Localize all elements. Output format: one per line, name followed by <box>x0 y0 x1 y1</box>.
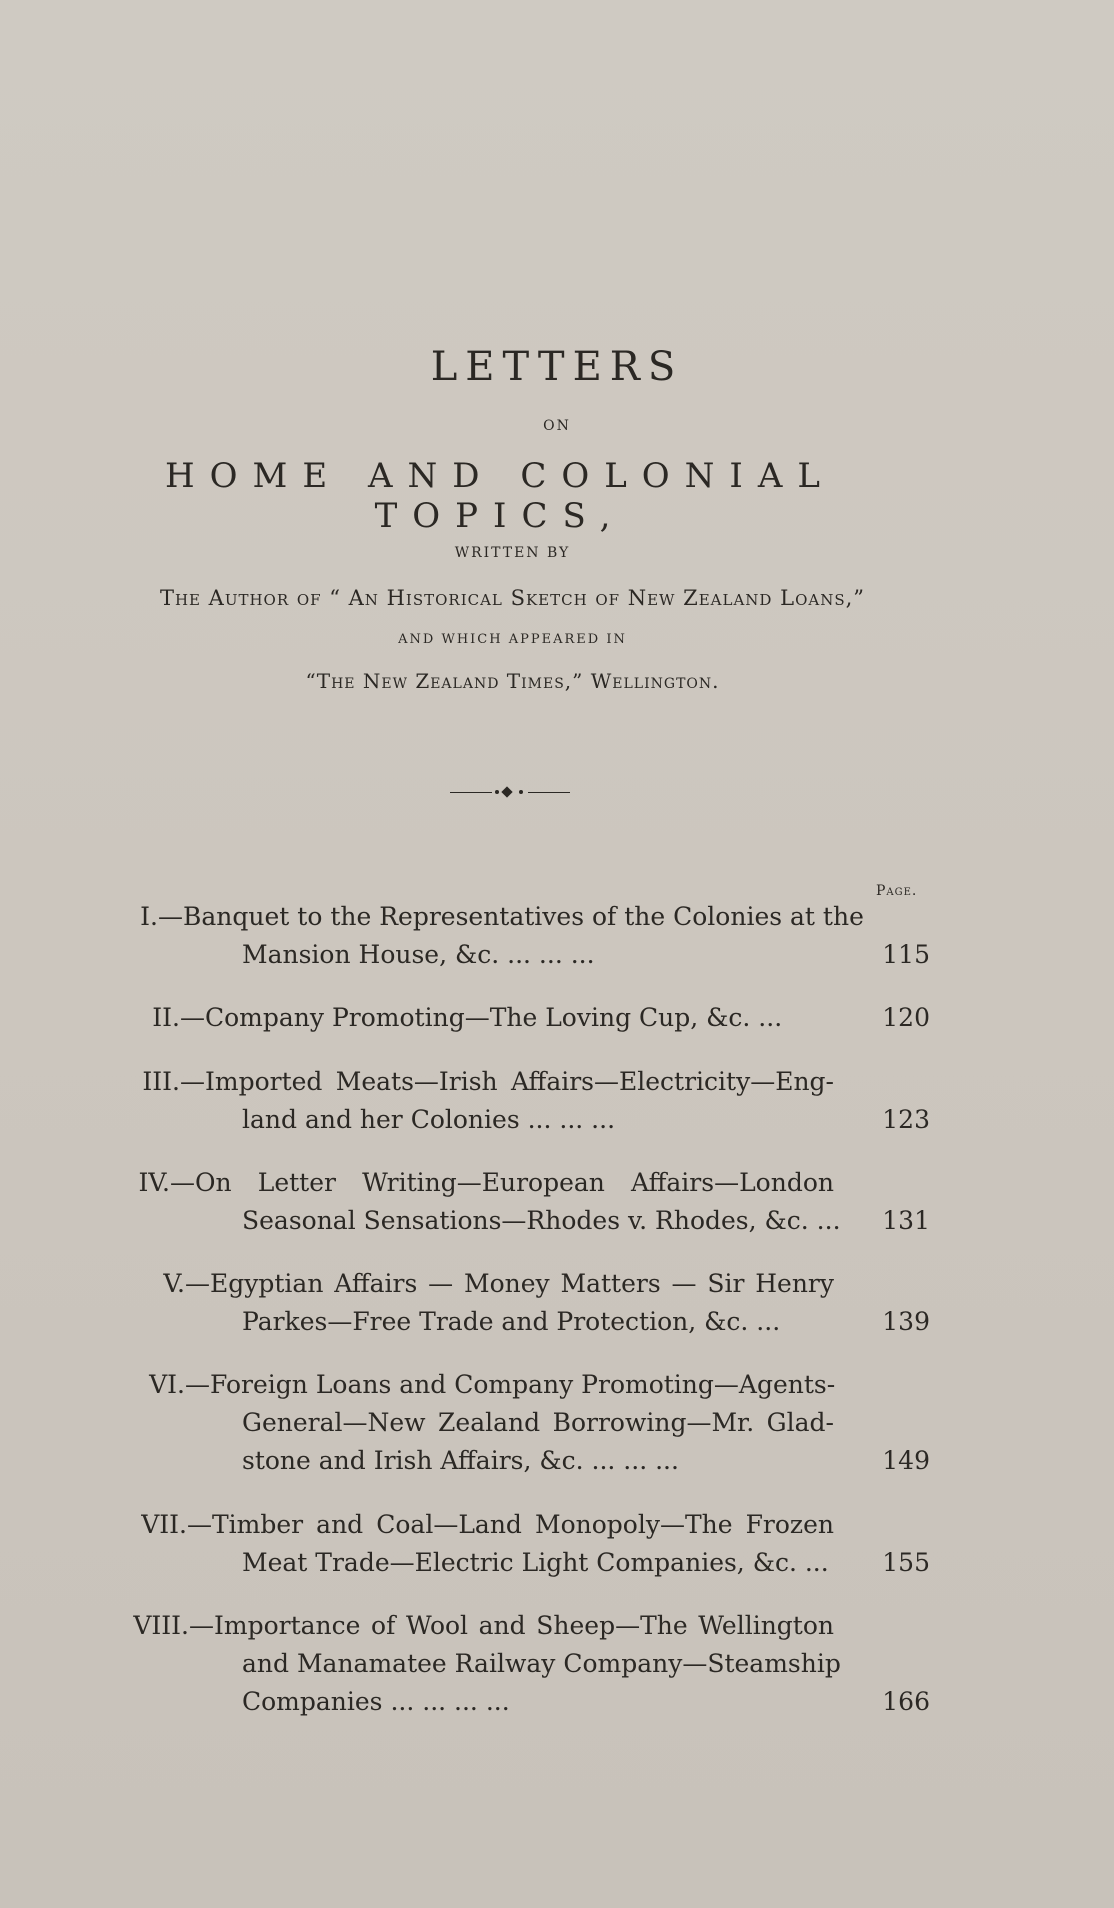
toc-line <box>100 1683 940 1721</box>
toc-text: Imported Meats—Irish Affairs—Electricity—Eng- <box>205 1067 834 1096</box>
toc-entry <box>100 999 940 1037</box>
toc-entry <box>100 1607 940 1721</box>
toc-entry <box>100 1265 940 1341</box>
toc-line <box>100 1265 940 1303</box>
title-connector: ON <box>543 418 571 434</box>
toc-line <box>100 898 940 936</box>
toc-numeral: II.— <box>152 1003 205 1032</box>
toc-text: On Letter Writing—European Affairs—London <box>195 1168 834 1197</box>
toc-numeral: VII.— <box>141 1510 212 1539</box>
toc-page-number: 120 <box>882 1003 930 1032</box>
appeared-in-label: AND WHICH APPEARED IN <box>398 632 627 647</box>
toc-entry <box>100 1366 940 1480</box>
page-title: LETTERS <box>430 344 684 390</box>
page-column-label: Page. <box>876 883 918 899</box>
ornament-divider <box>450 784 570 800</box>
written-by-label: WRITTEN BY <box>454 545 571 561</box>
toc-text: Banquet to the Representatives of the Colonies at the <box>183 902 864 931</box>
toc-numeral: III.— <box>142 1067 205 1096</box>
toc-line <box>100 1101 940 1139</box>
toc-line <box>100 999 940 1037</box>
toc-text: Seasonal Sensations—Rhodes v. Rhodes, &c. ... <box>242 1206 841 1235</box>
toc-page-number: 155 <box>882 1548 930 1577</box>
toc-text: Timber and Coal—Land Monopoly—The Frozen <box>212 1510 834 1539</box>
toc-entry <box>100 1063 940 1139</box>
toc-line <box>100 1164 940 1202</box>
toc-line <box>100 1442 940 1480</box>
toc-page-number: 115 <box>882 940 930 969</box>
toc-text: Companies ... ... ... ... <box>242 1687 510 1716</box>
toc-entry <box>100 1506 940 1582</box>
newspaper-name: “The New Zealand Times,” Wellington. <box>305 669 720 693</box>
toc-text: stone and Irish Affairs, &c. ... ... ... <box>242 1446 679 1475</box>
toc-text: Egyptian Affairs — Money Matters — Sir Henry <box>210 1269 834 1298</box>
toc-numeral: I.— <box>140 902 183 931</box>
toc-text: Company Promoting—The Loving Cup, &c. ... <box>205 1003 783 1032</box>
toc-line <box>100 1063 940 1101</box>
toc-line <box>100 1366 940 1404</box>
toc-line <box>100 936 940 974</box>
toc-entry <box>100 1164 940 1240</box>
toc-page-number: 149 <box>882 1446 930 1475</box>
toc-text: Parkes—Free Trade and Protection, &c. ... <box>242 1307 781 1336</box>
toc-page-number: 123 <box>882 1105 930 1134</box>
toc-line <box>100 1506 940 1544</box>
toc-line <box>100 1645 940 1683</box>
author-line: The Author of “ An Historical Sketch of New Zealand Loans,” <box>159 586 866 610</box>
toc-text: Mansion House, &c. ... ... ... <box>242 940 595 969</box>
toc-line <box>100 1607 940 1645</box>
toc-text: General—New Zealand Borrowing—Mr. Glad- <box>242 1408 834 1437</box>
toc-page-number: 131 <box>882 1206 930 1235</box>
toc-line <box>100 1202 940 1240</box>
toc-text: Importance of Wool and Sheep—The Wellington <box>214 1611 834 1640</box>
toc-numeral: IV.— <box>138 1168 195 1197</box>
toc-entry <box>100 898 940 974</box>
toc-line <box>100 1544 940 1582</box>
page-subtitle: HOME AND COLONIAL TOPICS, <box>165 456 835 536</box>
toc-page-number: 139 <box>882 1307 930 1336</box>
toc-line <box>100 1303 940 1341</box>
toc-numeral: V.— <box>163 1269 210 1298</box>
toc-text: Meat Trade—Electric Light Companies, &c. ... <box>242 1548 829 1577</box>
toc-text: and Manamatee Railway Company—Steamship <box>242 1649 841 1678</box>
toc-numeral: VIII.— <box>133 1611 214 1640</box>
toc-text: land and her Colonies ... ... ... <box>242 1105 616 1134</box>
toc-line <box>100 1404 940 1442</box>
toc-numeral: VI.— <box>149 1370 210 1399</box>
toc-page-number: 166 <box>882 1687 930 1716</box>
toc-text: Foreign Loans and Company Promoting—Agents- <box>210 1370 836 1399</box>
